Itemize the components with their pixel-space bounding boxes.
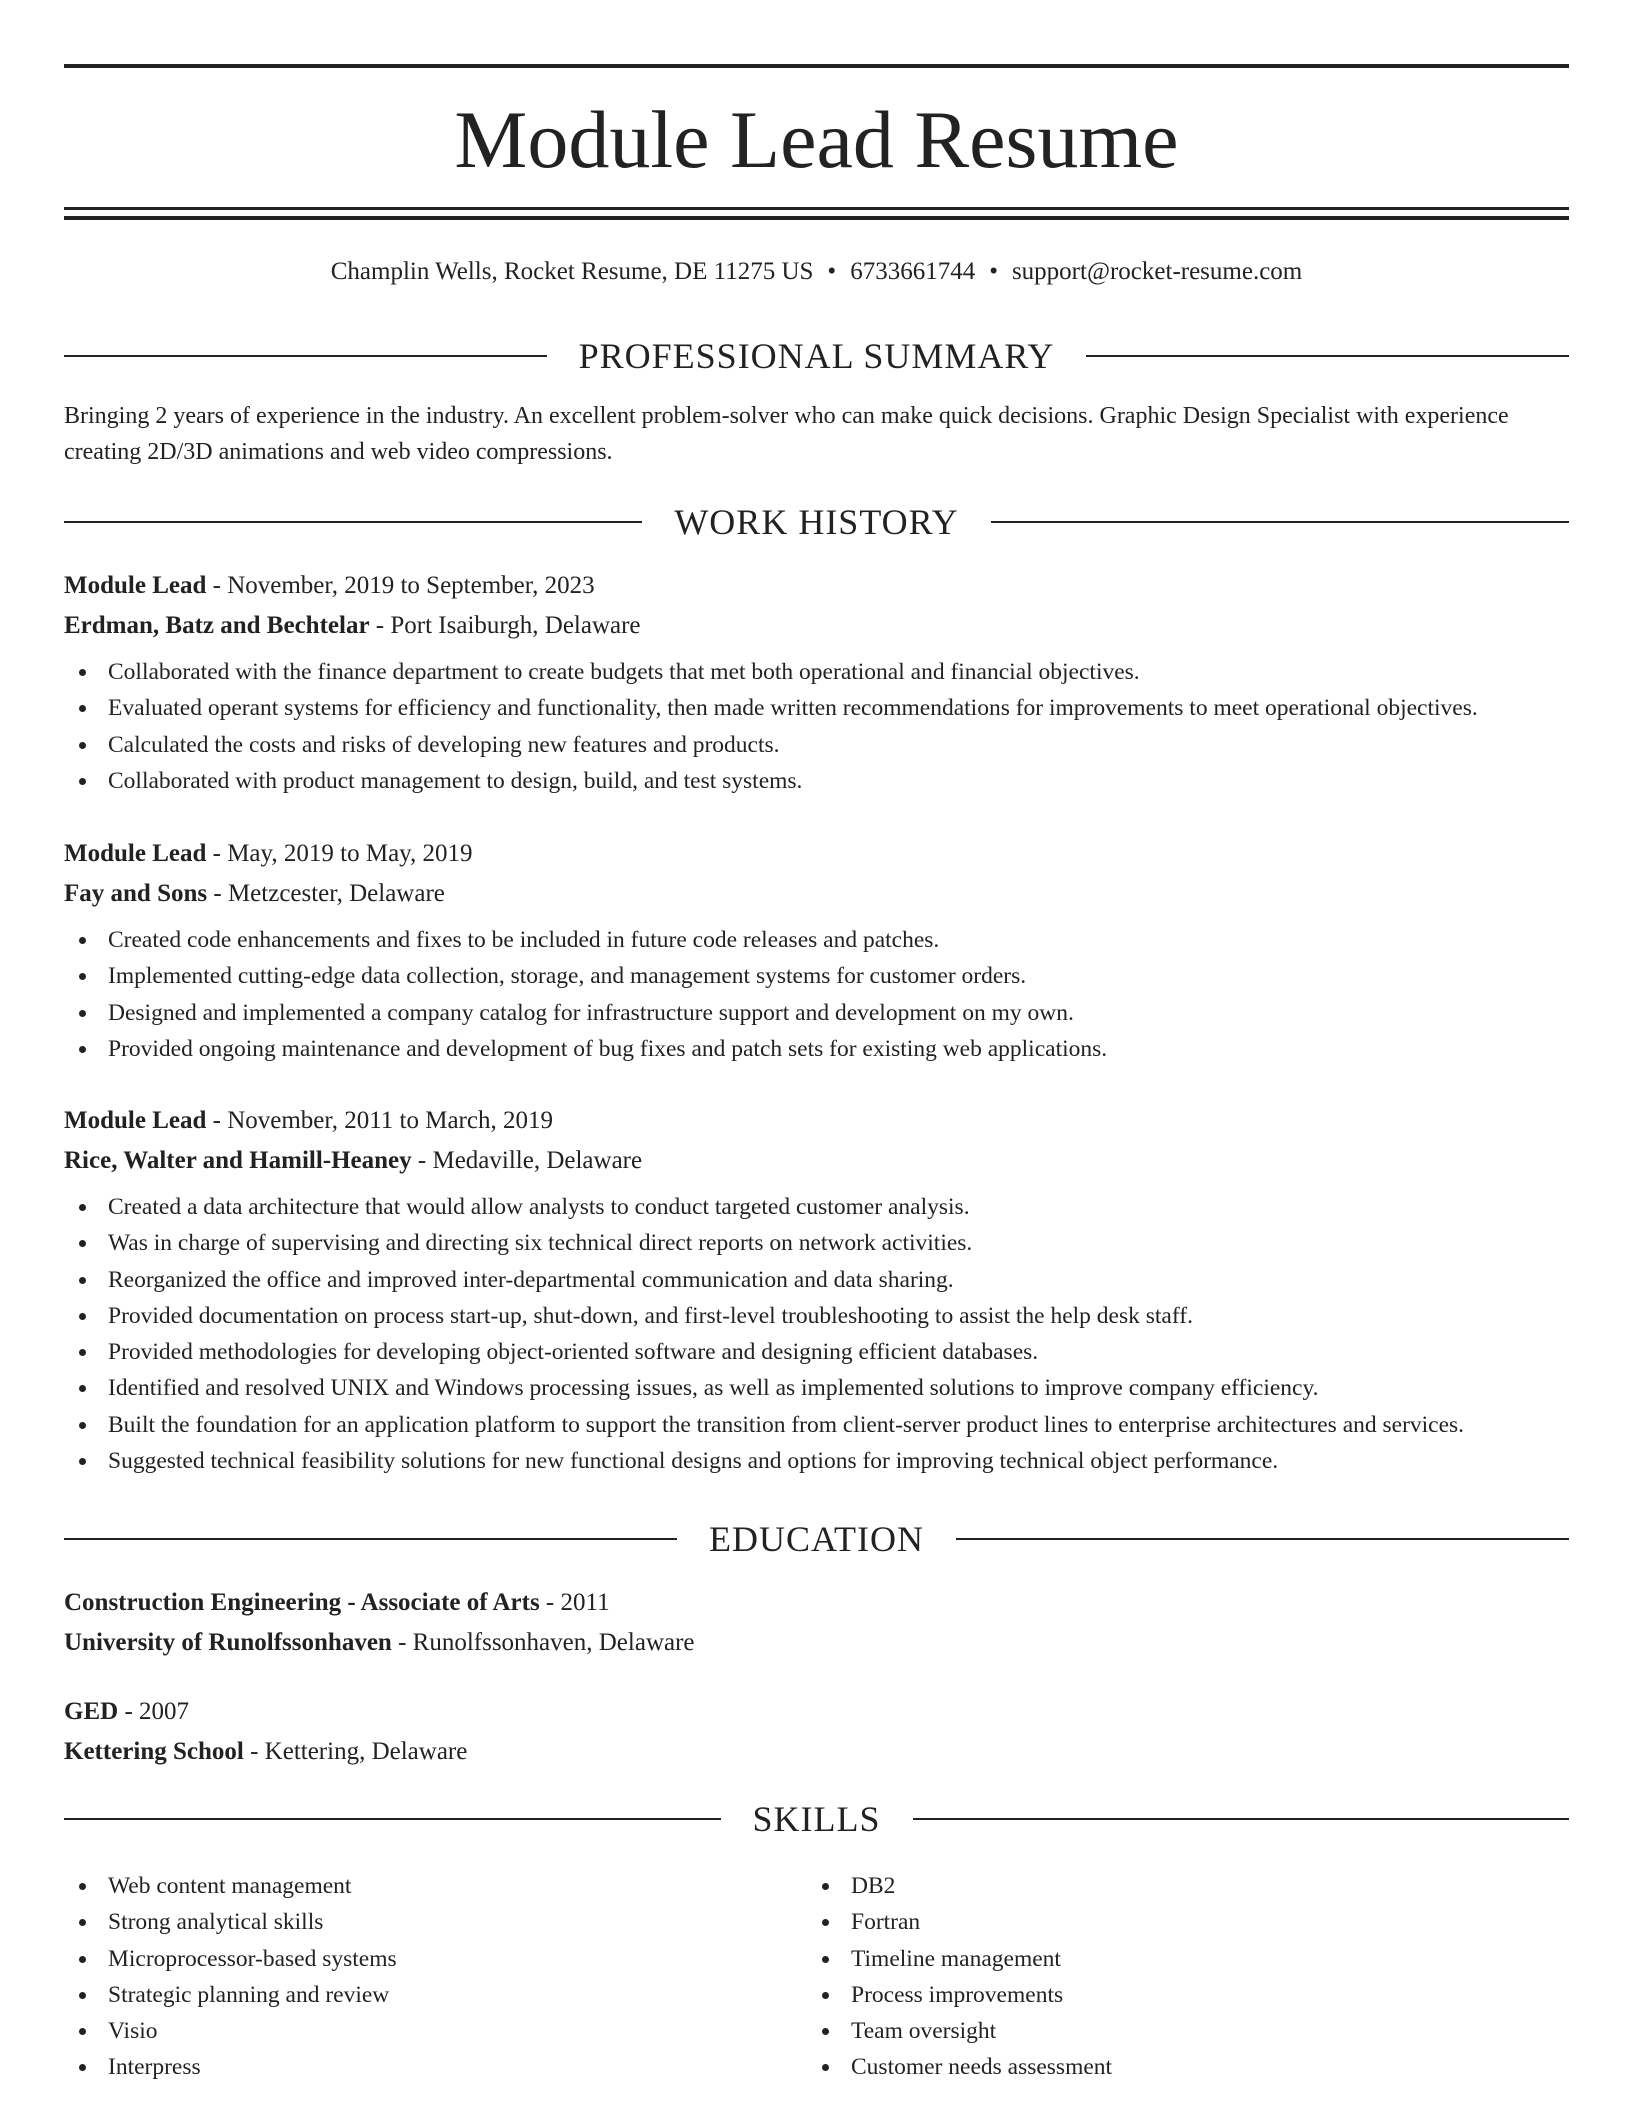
section-header-skills <box>64 1794 1569 1844</box>
resume-title: Module Lead Resume <box>454 94 1179 185</box>
job-bullets <box>64 1189 1569 1479</box>
education-school-line <box>64 1623 1569 1663</box>
education-school: University of Runolfssonhaven <box>64 1629 392 1656</box>
job-bullets <box>64 654 1569 799</box>
job-dates: - November, 2011 to March, 2019 <box>206 1107 553 1134</box>
job-bullet: Provided methodologies for developing object-oriented software and designing efficient databases. <box>64 1334 1569 1370</box>
skill-item: Team oversight <box>807 2013 1550 2049</box>
title-double-rule <box>64 207 1569 220</box>
skills-list-right <box>807 1868 1550 2086</box>
job-bullet: Provided ongoing maintenance and development of bug fixes and patch sets for existing web applications. <box>64 1031 1569 1067</box>
contact-separator: • <box>989 258 998 285</box>
job-company: Erdman, Batz and Bechtelar <box>64 612 370 639</box>
job-title-line <box>64 1101 1569 1141</box>
contact-email: support@rocket-resume.com <box>1011 258 1303 285</box>
education-entry <box>64 1583 1569 1663</box>
skill-item: Timeline management <box>807 1941 1550 1977</box>
job-title-line <box>64 566 1569 606</box>
education-year: - 2007 <box>118 1698 190 1725</box>
job-company-line <box>64 606 1569 646</box>
job-role: Module Lead <box>64 1107 207 1134</box>
job-entry <box>64 1101 1569 1479</box>
section-header-summary <box>64 331 1569 381</box>
job-location: - Port Isaiburgh, Delaware <box>369 612 641 639</box>
contact-address: Champlin Wells, Rocket Resume, DE 11275 US <box>330 258 814 285</box>
job-bullet: Evaluated operant systems for efficiency and functionality, then made written recommendations for improvements to meet operational objectives. <box>64 690 1569 726</box>
job-bullet: Was in charge of supervising and directing six technical direct reports on network activities. <box>64 1225 1569 1261</box>
education-school: Kettering School <box>64 1738 244 1765</box>
section-header-work-history <box>64 497 1569 547</box>
job-bullets <box>64 922 1569 1067</box>
skill-item: Microprocessor-based systems <box>64 1941 807 1977</box>
skill-item: Customer needs assessment <box>807 2049 1550 2085</box>
job-location: - Medaville, Delaware <box>411 1147 643 1174</box>
job-location: - Metzcester, Delaware <box>207 880 445 907</box>
summary-text: Bringing 2 years of experience in the industry. An excellent problem-solver who can make quick decisions. Graphic Design Specialist with experience creating 2D/3D animations and web video compressions. <box>64 403 1509 465</box>
section-header-education <box>64 1514 1569 1564</box>
skills-columns <box>64 1868 1569 2086</box>
job-title-line <box>64 834 1569 874</box>
skill-item: Interpress <box>64 2049 807 2085</box>
education-degree: GED <box>64 1698 119 1725</box>
job-entry <box>64 834 1569 1067</box>
job-bullet: Created code enhancements and fixes to be included in future code releases and patches. <box>64 922 1569 958</box>
job-company: Fay and Sons <box>64 880 208 907</box>
job-dates: - November, 2019 to September, 2023 <box>206 572 595 599</box>
education-entry <box>64 1692 1569 1772</box>
contact-separator: • <box>827 258 837 285</box>
contact-phone: 6733661744 <box>850 258 976 285</box>
skills-list-left <box>64 1868 807 2086</box>
skill-item: Strong analytical skills <box>64 1904 807 1940</box>
skill-item: Fortran <box>807 1904 1550 1940</box>
job-bullet: Provided documentation on process start-up, shut-down, and first-level troubleshooting to assist the help desk staff. <box>64 1298 1569 1334</box>
section-title: SKILLS <box>752 1799 881 1839</box>
skill-item: Strategic planning and review <box>64 1977 807 2013</box>
skill-item: DB2 <box>807 1868 1550 1904</box>
job-bullet: Created a data architecture that would allow analysts to conduct targeted customer analysis. <box>64 1189 1569 1225</box>
job-entry <box>64 566 1569 799</box>
job-company: Rice, Walter and Hamill-Heaney <box>64 1147 412 1174</box>
section-title: WORK HISTORY <box>674 502 959 542</box>
education-year: - 2011 <box>539 1589 610 1616</box>
job-bullet: Collaborated with the finance department to create budgets that met both operational and financial objectives. <box>64 654 1569 690</box>
education-location: - Kettering, Delaware <box>243 1738 468 1765</box>
education-school-line <box>64 1732 1569 1772</box>
job-role: Module Lead <box>64 840 207 867</box>
skill-item: Visio <box>64 2013 807 2049</box>
education-degree-line <box>64 1692 1569 1732</box>
education-location: - Runolfssonhaven, Delaware <box>391 1629 695 1656</box>
job-company-line <box>64 874 1569 914</box>
job-bullet: Suggested technical feasibility solutions for new functional designs and options for improving technical object performance. <box>64 1443 1569 1479</box>
skill-item: Web content management <box>64 1868 807 1904</box>
job-dates: - May, 2019 to May, 2019 <box>206 840 473 867</box>
job-company-line <box>64 1141 1569 1181</box>
job-bullet: Identified and resolved UNIX and Windows processing issues, as well as implemented solutions to improve company efficiency. <box>64 1370 1569 1406</box>
section-title: EDUCATION <box>709 1519 924 1559</box>
contact-line <box>64 252 1569 292</box>
education-degree-line <box>64 1583 1569 1623</box>
job-bullet: Designed and implemented a company catalog for infrastructure support and development on my own. <box>64 995 1569 1031</box>
top-rule <box>64 64 1569 68</box>
job-bullet: Collaborated with product management to design, build, and test systems. <box>64 763 1569 799</box>
skill-item: Process improvements <box>807 1977 1550 2013</box>
job-bullet: Implemented cutting-edge data collection, storage, and management systems for customer orders. <box>64 958 1569 994</box>
job-bullet: Reorganized the office and improved inter-departmental communication and data sharing. <box>64 1262 1569 1298</box>
job-bullet: Built the foundation for an application platform to support the transition from client-server product lines to enterprise architectures and services. <box>64 1407 1569 1443</box>
education-degree: Construction Engineering - Associate of Arts <box>64 1589 540 1616</box>
job-bullet: Calculated the costs and risks of developing new features and products. <box>64 727 1569 763</box>
job-role: Module Lead <box>64 572 207 599</box>
section-title: PROFESSIONAL SUMMARY <box>578 336 1055 376</box>
